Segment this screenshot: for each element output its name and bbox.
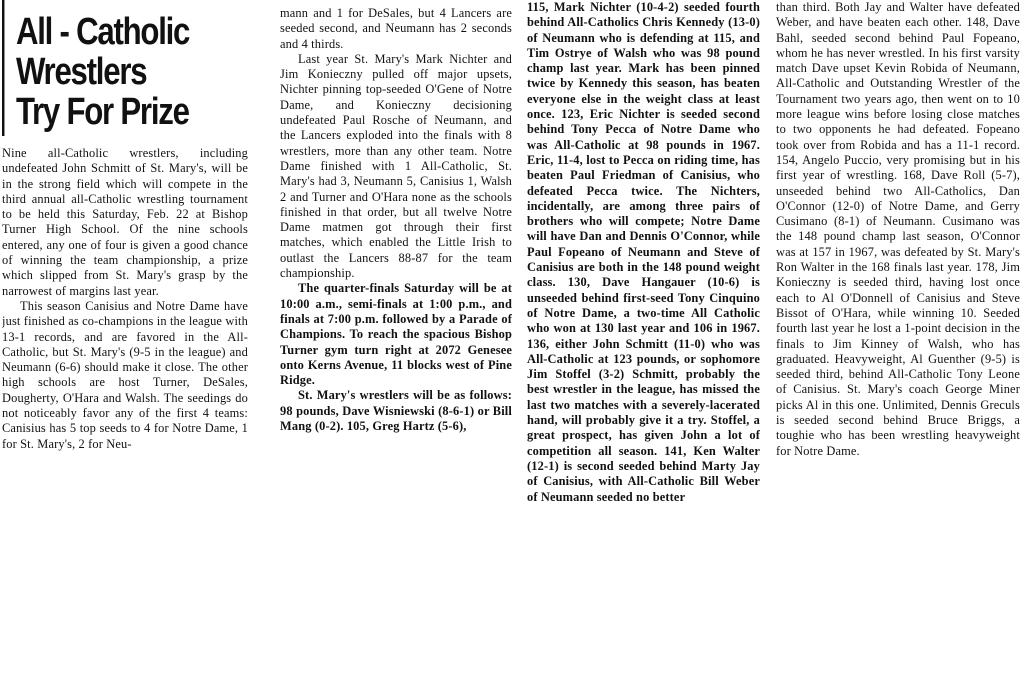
paragraph: Last year St. Mary's Mark Nichter and Jim Konieczny pulled off major upsets, Nichter pinning top-seeded O'Gene of Notre Dame, and Konieczny decisioning undefeated Paul Rosche of Neumann, and the Lancers exploded into the finals with 8 wrestlers, more than any other team. Notre Dame finished with 1 All-Catholic, St. Mary's had 3, Neumann 5, Canisius 1, Walsh 2 and Turner and O'Hara none as the schools finished in that order, but all twelve Notre Dame matmen got through their first matches, which enabled the Little Irish to outlast the Lancers 88-87 for the team championship. [280, 51, 512, 281]
headline-line-3: Try For Prize [15, 91, 189, 133]
paragraph: St. Mary's wrestlers will be as follows: 98 pounds, Dave Wisniewski (8-6-1) or Bill Mang (0-2). 105, Greg Hartz (5-6), [280, 388, 512, 434]
column-4 [776, 0, 1020, 678]
paragraph: mann and 1 for DeSales, but 4 Lancers are seeded second, and Neumann has 2 seconds and 4 thirds. [280, 6, 512, 51]
paragraph: than third. Both Jay and Walter have defeated Weber, and have beaten each other. 148, Dave Bahl, seeded second behind Paul Fopeano, whom he has never wrestled. In his first varsity match Dave upset Kevin Robida of Neumann, All-Catholic and Outstanding Wrestler of the Tournament two years ago, then went on to 10 more league wins before losing close matches to two opponents he had defeated. Fopeano took over from Robida and has a 11-1 record. 154, Angelo Puccio, very promising but in his first year of wrestling. 168, Dave Roll (5-7), unseeded behind two All-Catholics, Dan O'Connor (12-0) of Notre Dame, and Gerry Cusimano (8-1) of Neumann. Cusimano was the 148 pound champ last season, O'Connor was at 157 in 1967, was defeated by St. Mary's Ron Walter in the 168 finals last year. 178, Jim Konieczny is seeded third, having lost once each to Al O'Donnell of Canisius and Steve Bissot of O'Hara, while winning 10. Seeded fourth last year he lost a 1-point decision in the finals to Jim Kinney of Walsh, who has graduated. Heavyweight, Al Guenther (9-5) is seeded third, behind All-Catholic Tony Leone of Canisius. St. Mary's coach George Miner picks Al in this one. Unlimited, Dennis Greculs is seeded second behind Bruce Briggs, a toughie who has been wrestling heavyweight for Notre Dame. [776, 0, 1020, 458]
headline [2, 0, 248, 136]
paragraph: Nine all-Catholic wrestlers, including undefeated John Schmitt of St. Mary's, will be in the strong field which will compete in the third annual all-Catholic wrestling tournament to be held this Saturday, Feb. 22 at Bishop Turner High School. Of the nine schools entered, any one of four is given a good chance of winning the team championship, a prize which slipped from St. Mary's grasp by the narrowest of margins last year. [2, 146, 248, 298]
headline-line-1: All - Catholic [15, 11, 190, 53]
paragraph: This season Canisius and Notre Dame have just finished as co-champions in the league with 13-1 records, and are favored in the All-Catholic, but St. Mary's (9-5 in the league) and Neumann (6-6) should make it close. The other high schools are host Turner, DeSales, Dougherty, O'Hara and Walsh. The seedings do not noticeably favor any of the first 4 teams: Canisius has 5 top seeds to 4 for Notre Dame, 1 for St. Mary's, 2 for Neu- [2, 298, 248, 451]
paragraph: The quarter-finals Saturday will be at 10:00 a.m., semi-finals at 1:00 p.m., and finals at 7:00 p.m. followed by a Parade of Champions. To reach the spacious Bishop Turner gym turn right at 2072 Genesee onto Kerns Avenue, 11 blocks west of Pine Ridge. [280, 281, 512, 388]
column-1 [2, 0, 248, 678]
paragraph: 115, Mark Nichter (10-4-2) seeded fourth behind All-Catholics Chris Kennedy (13-0) of Neumann who is defending at 115, and Tim Ostrye of Walsh who was 98 pound champ last year. Mark has been pinned twice by Kennedy this season, has beaten everyone else in the weight class at least once. 123, Eric Nichter is seeded second behind Tony Pecca of Notre Dame who was All-Catholic at 98 pounds in 1967. Eric, 11-4, lost to Pecca on riding time, has beaten Paul Friedman of Canisius, who defeated Pecca twice. The Nichters, incidentally, are among three pairs of brothers who will compete; Notre Dame will have Dan and Dennis O'Connor, while Paul Fopeano of Neumann and Steve of Canisius are both in the 148 pound weight class. 130, Dave Hangauer (10-6) is unseeded behind first-seed Tony Cinquino of Notre Dame, a two-time All Catholic who won at 130 last year and 106 in 1967. 136, either John Schmitt (11-0) who was All-Catholic at 123 pounds, or sophomore Jim Stoffel (3-2) Schmitt, probably the best wrestler in the league, has missed the last two matches with a severely-lacerated hand, will probably give it a try. Stoffel, a great prospect, has given John a lot of competition all season. 141, Ken Walter (12-1) is second seeded behind Marty Jay of Canisius, with All-Catholic Bill Weber of Neumann seeded no better [527, 0, 760, 504]
column-2 [280, 0, 512, 678]
column-3 [527, 0, 760, 678]
headline-line-2: Wrestlers [15, 51, 147, 93]
